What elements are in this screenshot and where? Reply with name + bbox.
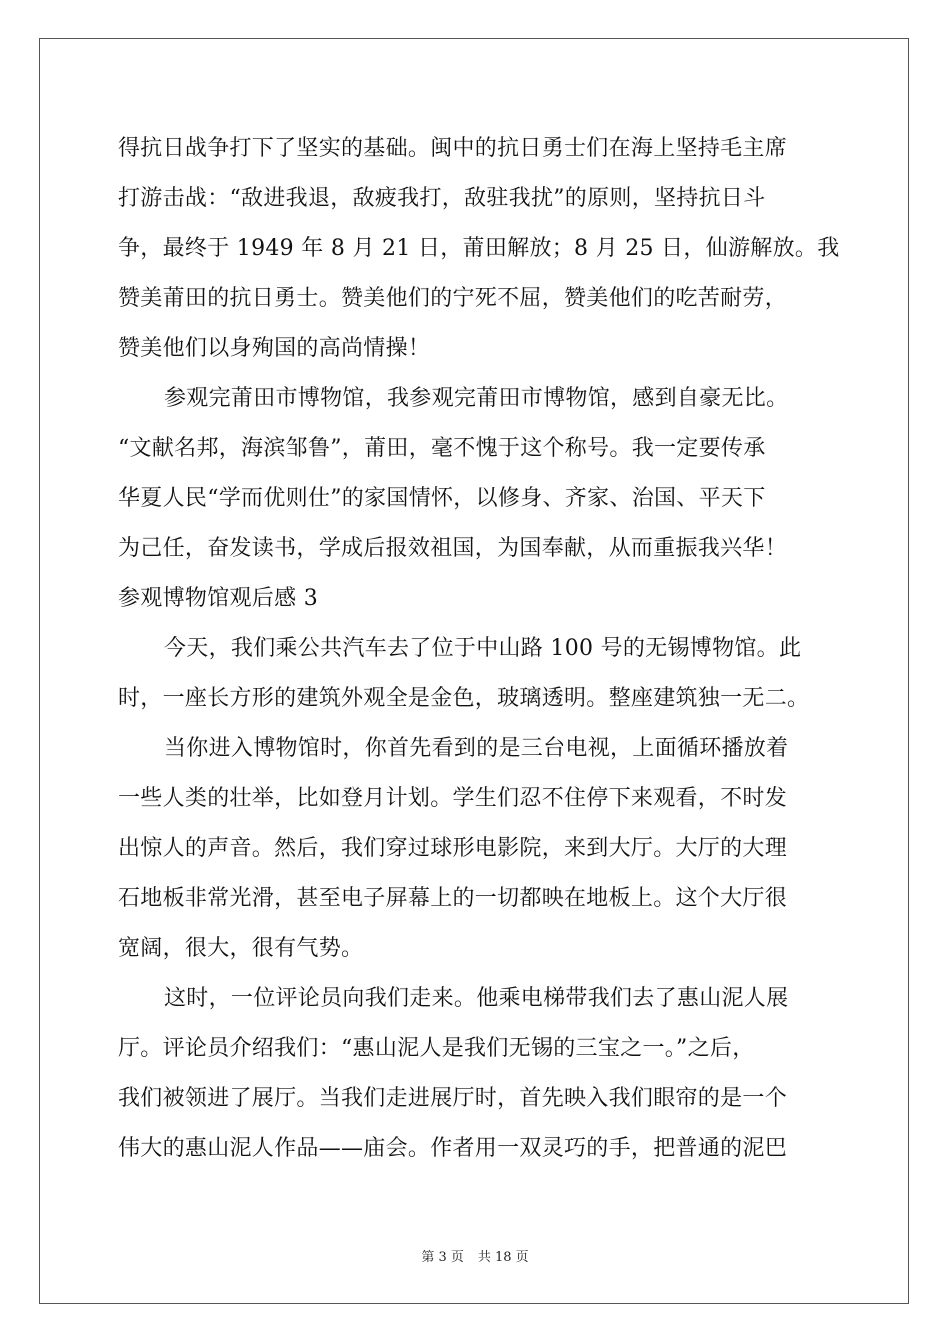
page-footer: [0, 1246, 950, 1265]
page-total: 共 18 页: [477, 1250, 529, 1265]
text-line: 争，最终于 1949 年 8 月 21 日，莆田解放；8 月 25 日，仙游解放。我: [118, 236, 840, 261]
text-line: 打游击战：“敌进我退，敌疲我打，敌驻我扰”的原则，坚持抗日斗: [118, 186, 766, 211]
text-line: 一些人类的壮举，比如登月计划。学生们忍不住停下来观看，不时发: [118, 786, 788, 811]
section-heading: 参观博物馆观后感 3: [118, 586, 318, 611]
text-line: 华夏人民“学而优则仕”的家国情怀，以修身、齐家、治国、平天下: [118, 486, 766, 511]
text-line: 时，一座长方形的建筑外观全是金色，玻璃透明。整座建筑独一无二。: [118, 686, 810, 711]
text-line: 当你进入博物馆时，你首先看到的是三台电视，上面循环播放着: [164, 736, 789, 761]
text-line: 这时，一位评论员向我们走来。他乘电梯带我们去了惠山泥人展: [164, 986, 789, 1011]
page-number: 第 3 页: [421, 1250, 464, 1265]
text-line: “文献名邦，海滨邹鲁”，莆田，毫不愧于这个称号。我一定要传承: [118, 436, 766, 461]
text-line: 得抗日战争打下了坚实的基础。闽中的抗日勇士们在海上坚持毛主席: [118, 136, 788, 161]
text-line: 今天，我们乘公共汽车去了位于中山路 100 号的无锡博物馆。此: [164, 636, 802, 661]
text-line: 石地板非常光滑，甚至电子屏幕上的一切都映在地板上。这个大厅很: [118, 886, 788, 911]
text-line: 赞美莆田的抗日勇士。赞美他们的宁死不屈，赞美他们的吃苦耐劳，: [118, 286, 788, 311]
document-body: [118, 124, 858, 1174]
text-line: 赞美他们以身殉国的高尚情操！: [118, 336, 431, 361]
text-line: 厅。评论员介绍我们：“惠山泥人是我们无锡的三宝之一。”之后，: [118, 1036, 755, 1061]
text-line: 我们被领进了展厅。当我们走进展厅时，首先映入我们眼帘的是一个: [118, 1086, 788, 1111]
text-line: 宽阔，很大，很有气势。: [118, 936, 364, 961]
text-line: 为己任，奋发读书，学成后报效祖国，为国奉献，从而重振我兴华！: [118, 536, 788, 561]
text-line: 伟大的惠山泥人作品——庙会。作者用一双灵巧的手，把普通的泥巴: [118, 1136, 788, 1161]
text-line: 出惊人的声音。然后，我们穿过球形电影院，来到大厅。大厅的大理: [118, 836, 788, 861]
text-line: 参观完莆田市博物馆，我参观完莆田市博物馆，感到自豪无比。: [164, 386, 789, 411]
